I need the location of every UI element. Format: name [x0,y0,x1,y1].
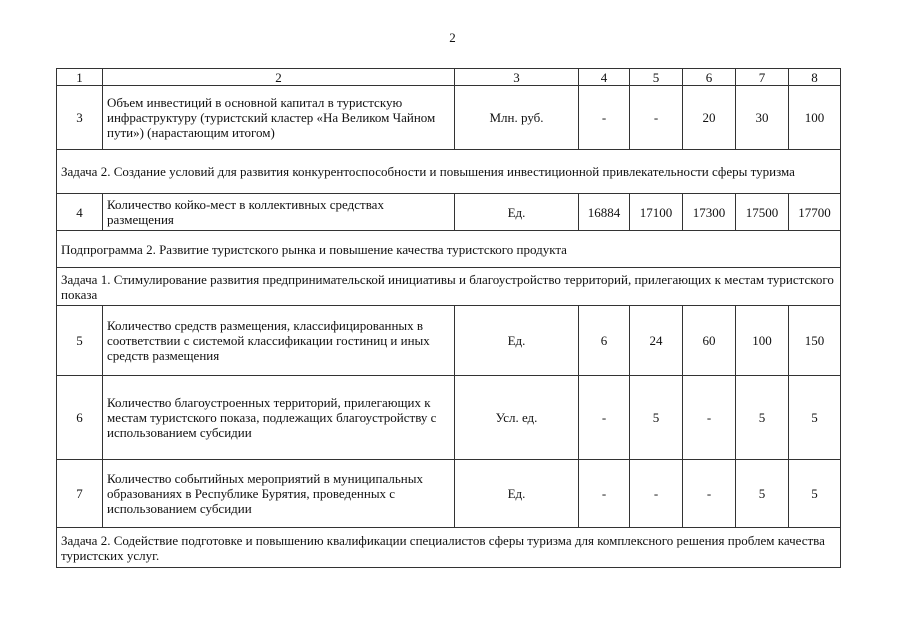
value-cell: 6 [579,306,630,376]
section-heading: Задача 2. Создание условий для развития конкурентоспособности и повышения инвестиционной привлекательности сферы туризма [57,150,841,194]
value-cell: 5 [789,376,841,460]
value-cell: - [579,86,630,150]
table-row [57,376,841,460]
unit-cell: Ед. [455,306,579,376]
value-cell: - [579,460,630,528]
table-row [57,86,841,150]
row-number: 5 [57,306,103,376]
value-cell: 100 [736,306,789,376]
section-heading: Задача 2. Содействие подготовке и повышению квалификации специалистов сферы туризма для комплексного решения проблем качества туристских услуг. [57,528,841,568]
section-row [57,528,841,568]
column-number: 4 [579,69,630,86]
row-number: 7 [57,460,103,528]
value-cell: 5 [736,460,789,528]
value-cell: 24 [630,306,683,376]
unit-cell: Млн. руб. [455,86,579,150]
section-heading: Подпрограмма 2. Развитие туристского рынка и повышение качества туристского продукта [57,231,841,268]
table-row [57,460,841,528]
column-number: 1 [57,69,103,86]
page-number: 2 [449,30,456,45]
row-number: 4 [57,194,103,231]
value-cell: 60 [683,306,736,376]
unit-cell: Усл. ед. [455,376,579,460]
value-cell: 5 [630,376,683,460]
value-cell: 20 [683,86,736,150]
section-row [57,150,841,194]
value-cell: 17100 [630,194,683,231]
value-cell: 17300 [683,194,736,231]
value-cell: 150 [789,306,841,376]
section-row [57,231,841,268]
value-cell: 100 [789,86,841,150]
unit-cell: Ед. [455,460,579,528]
value-cell: 17500 [736,194,789,231]
value-cell: 16884 [579,194,630,231]
section-heading: Задача 1. Стимулирование развития предпринимательской инициативы и благоустройство территорий, прилегающих к местам туристского показа [57,268,841,306]
column-number: 2 [103,69,455,86]
column-number: 8 [789,69,841,86]
value-cell: - [630,460,683,528]
column-number: 7 [736,69,789,86]
indicator-name: Количество койко-мест в коллективных средствах размещения [103,194,455,231]
column-number: 5 [630,69,683,86]
section-row [57,268,841,306]
column-number: 6 [683,69,736,86]
row-number: 3 [57,86,103,150]
row-number: 6 [57,376,103,460]
value-cell: - [579,376,630,460]
value-cell: - [683,376,736,460]
value-cell: - [630,86,683,150]
indicator-name: Количество благоустроенных территорий, прилегающих к местам туристского показа, подлежащих благоустройству с использованием субсидии [103,376,455,460]
column-number: 3 [455,69,579,86]
value-cell: 17700 [789,194,841,231]
indicators-table [56,68,841,568]
table-row [57,194,841,231]
unit-cell: Ед. [455,194,579,231]
indicator-name: Количество событийных мероприятий в муниципальных образованиях в Республике Бурятия, проведенных с использованием субсидии [103,460,455,528]
indicator-name: Объем инвестиций в основной капитал в туристскую инфраструктуру (туристский кластер «На Великом Чайном пути») (нарастающим итогом) [103,86,455,150]
table-row [57,306,841,376]
value-cell: 5 [789,460,841,528]
indicator-name: Количество средств размещения, классифицированных в соответствии с системой классификации гостиниц и иных средств размещения [103,306,455,376]
value-cell: 5 [736,376,789,460]
value-cell: 30 [736,86,789,150]
value-cell: - [683,460,736,528]
column-number-row [57,69,841,86]
